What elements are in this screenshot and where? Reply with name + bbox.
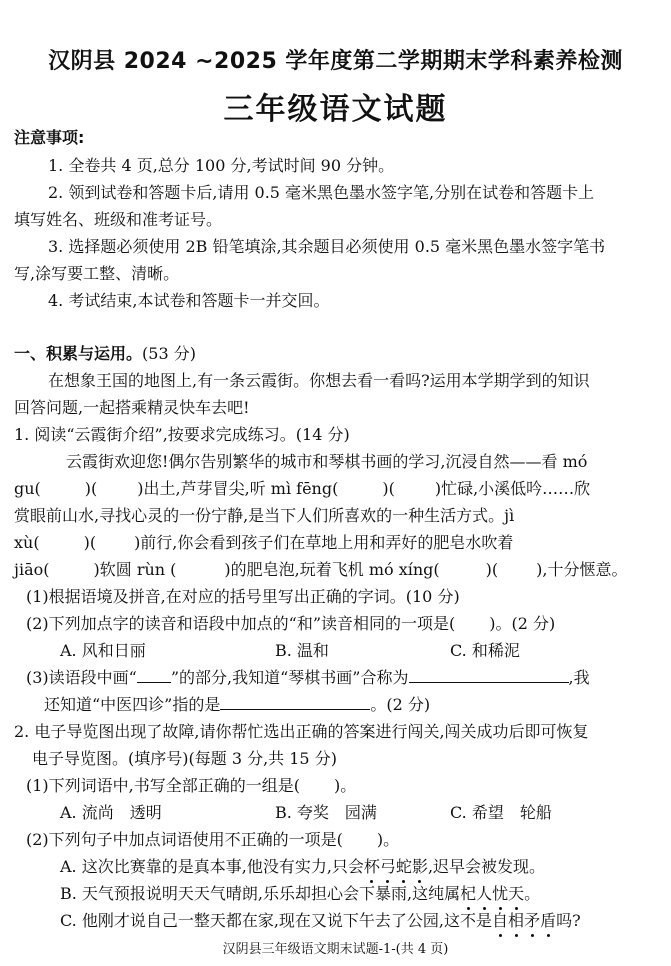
dotted-char: 矛 [524,911,541,930]
q2-sub-2-option-b: B. 天气预报说明天天气晴朗,乐乐却担心会下暴雨,这纯属杞人忧天。 [60,884,541,903]
section-1-intro: 在想象王国的地图上,有一条云霞街。你想去看一看吗?运用本学期学到的知识 [48,371,590,390]
q2-title-cont: 电子导览图。(填序号)(每题 3 分,共 15 分) [32,749,337,768]
notice-line-2-cont: 填写姓名、班级和准考证号。 [14,210,223,229]
section-1-heading [14,344,196,364]
q1-option-a: A. 风和日丽 [60,641,146,660]
q2-sub-1: (1)下列词语中,书写全部正确的一组是( )。 [26,776,357,795]
q2-sub-2-option-c: C. 他刚才说自己一整天都在家,现在又说下午去了公园,这不是自相矛盾吗? [60,911,581,930]
q1-sub-3: (3)读语段中画“ ”的部分,我知道“琴棋书画”合称为 ,我 [26,668,590,687]
dotted-word-b [460,884,524,903]
q2-title: 2. 电子导览图出现了故障,请你帮忙选出正确的答案进行闯关,闯关成功后即可恢复 [14,722,589,741]
q2-sub-1-option-a: A. 流尚 透明 [60,803,162,822]
q1-sub-3-cont: 还知道“中医四诊”指的是 。(2 分) [44,695,431,714]
q1-passage-line-2: gu( )( )出土,芦芽冒尖,听 mì fēng( )( )忙碌,小溪低吟……欣 [14,479,591,498]
q2-sub-1-option-b: B. 夸奖 园满 [275,803,377,822]
dotted-char: 弓 [379,857,396,876]
dotted-char: 人 [476,884,493,903]
notice-line-4: 4. 考试结束,本试卷和答题卡一并交回。 [48,291,330,310]
q2-sub-1-option-c: C. 希望 轮船 [450,803,552,822]
dotted-word-a [364,857,428,876]
exam-title: 汉阴县 2024 ~2025 学年度第二学期期末学科素养检测 [48,49,623,74]
dotted-char: 盾 [540,911,557,930]
notice-line-3: 3. 选择题必须使用 2B 铅笔填涂,其余题目必须使用 0.5 毫米黑色墨水签字笔书 [48,237,606,256]
dotted-char: 自 [492,911,509,930]
q1-option-b: B. 温和 [275,641,329,660]
notice-line-3-cont: 写,涂写要工整、清晰。 [14,264,180,283]
q2-sub-2-option-a: A. 这次比赛靠的是真本事,他没有实力,只会杯弓蛇影,迟早会被发现。 [60,857,546,876]
q1-passage-line-3: 赏眼前山水,寻找心灵的一份宁静,是当下人们所喜欢的一种生活方式。jì [14,506,515,525]
notice-line-1: 1. 全卷共 4 页,总分 100 分,考试时间 90 分钟。 [48,156,395,175]
q1-passage-line-4: xù( )( )前行,你会看到孩子们在草地上用和弄好的肥皂水吹着 [14,533,514,552]
q1-option-c: C. 和稀泥 [450,641,520,660]
section-1-score: (53 分) [142,344,196,363]
notice-line-2: 2. 领到试卷和答题卡后,请用 0.5 毫米黑色墨水签字笔,分别在试卷和答题卡上 [48,183,595,202]
q1-title: 1. 阅读“云霞街介绍”,按要求完成练习。(14 分) [14,425,350,444]
dotted-char: 相 [508,911,525,930]
dotted-char: 杯 [363,857,380,876]
q2-sub-2: (2)下列句子中加点词语使用不正确的一项是( )。 [26,830,400,849]
section-1-title: 一、积累与运用。 [14,344,143,363]
dotted-char: 天 [508,884,525,903]
q1-passage-line-5: jiāo( )软圆 rùn ( )的肥皂泡,玩着飞机 mó xíng( )( ),十分惬意。 [14,560,628,579]
dotted-char: 影 [411,857,428,876]
q1-sub-1: (1)根据语境及拼音,在对应的括号里写出正确的字词。(10 分) [26,587,460,606]
dotted-char: 蛇 [395,857,412,876]
dotted-word-c [492,911,556,930]
section-1-intro-cont: 回答问题,一起搭乘精灵快车去吧! [14,398,250,417]
dotted-char: 杞 [460,884,477,903]
q1-sub-2: (2)下列加点字的读音和语段中加点的“和”读音相同的一项是( )。(2 分) [26,614,556,633]
exam-subtitle: 三年级语文试题 [223,92,448,127]
notice-heading: 注意事项: [14,128,85,147]
dotted-char: 忧 [492,884,509,903]
page-footer: 汉阴县三年级语文期末试题-1-(共 4 页) [222,942,449,957]
q1-passage-line-1: 云霞街欢迎您!偶尔告别繁华的城市和琴棋书画的学习,沉浸自然——看 mó [66,452,588,471]
